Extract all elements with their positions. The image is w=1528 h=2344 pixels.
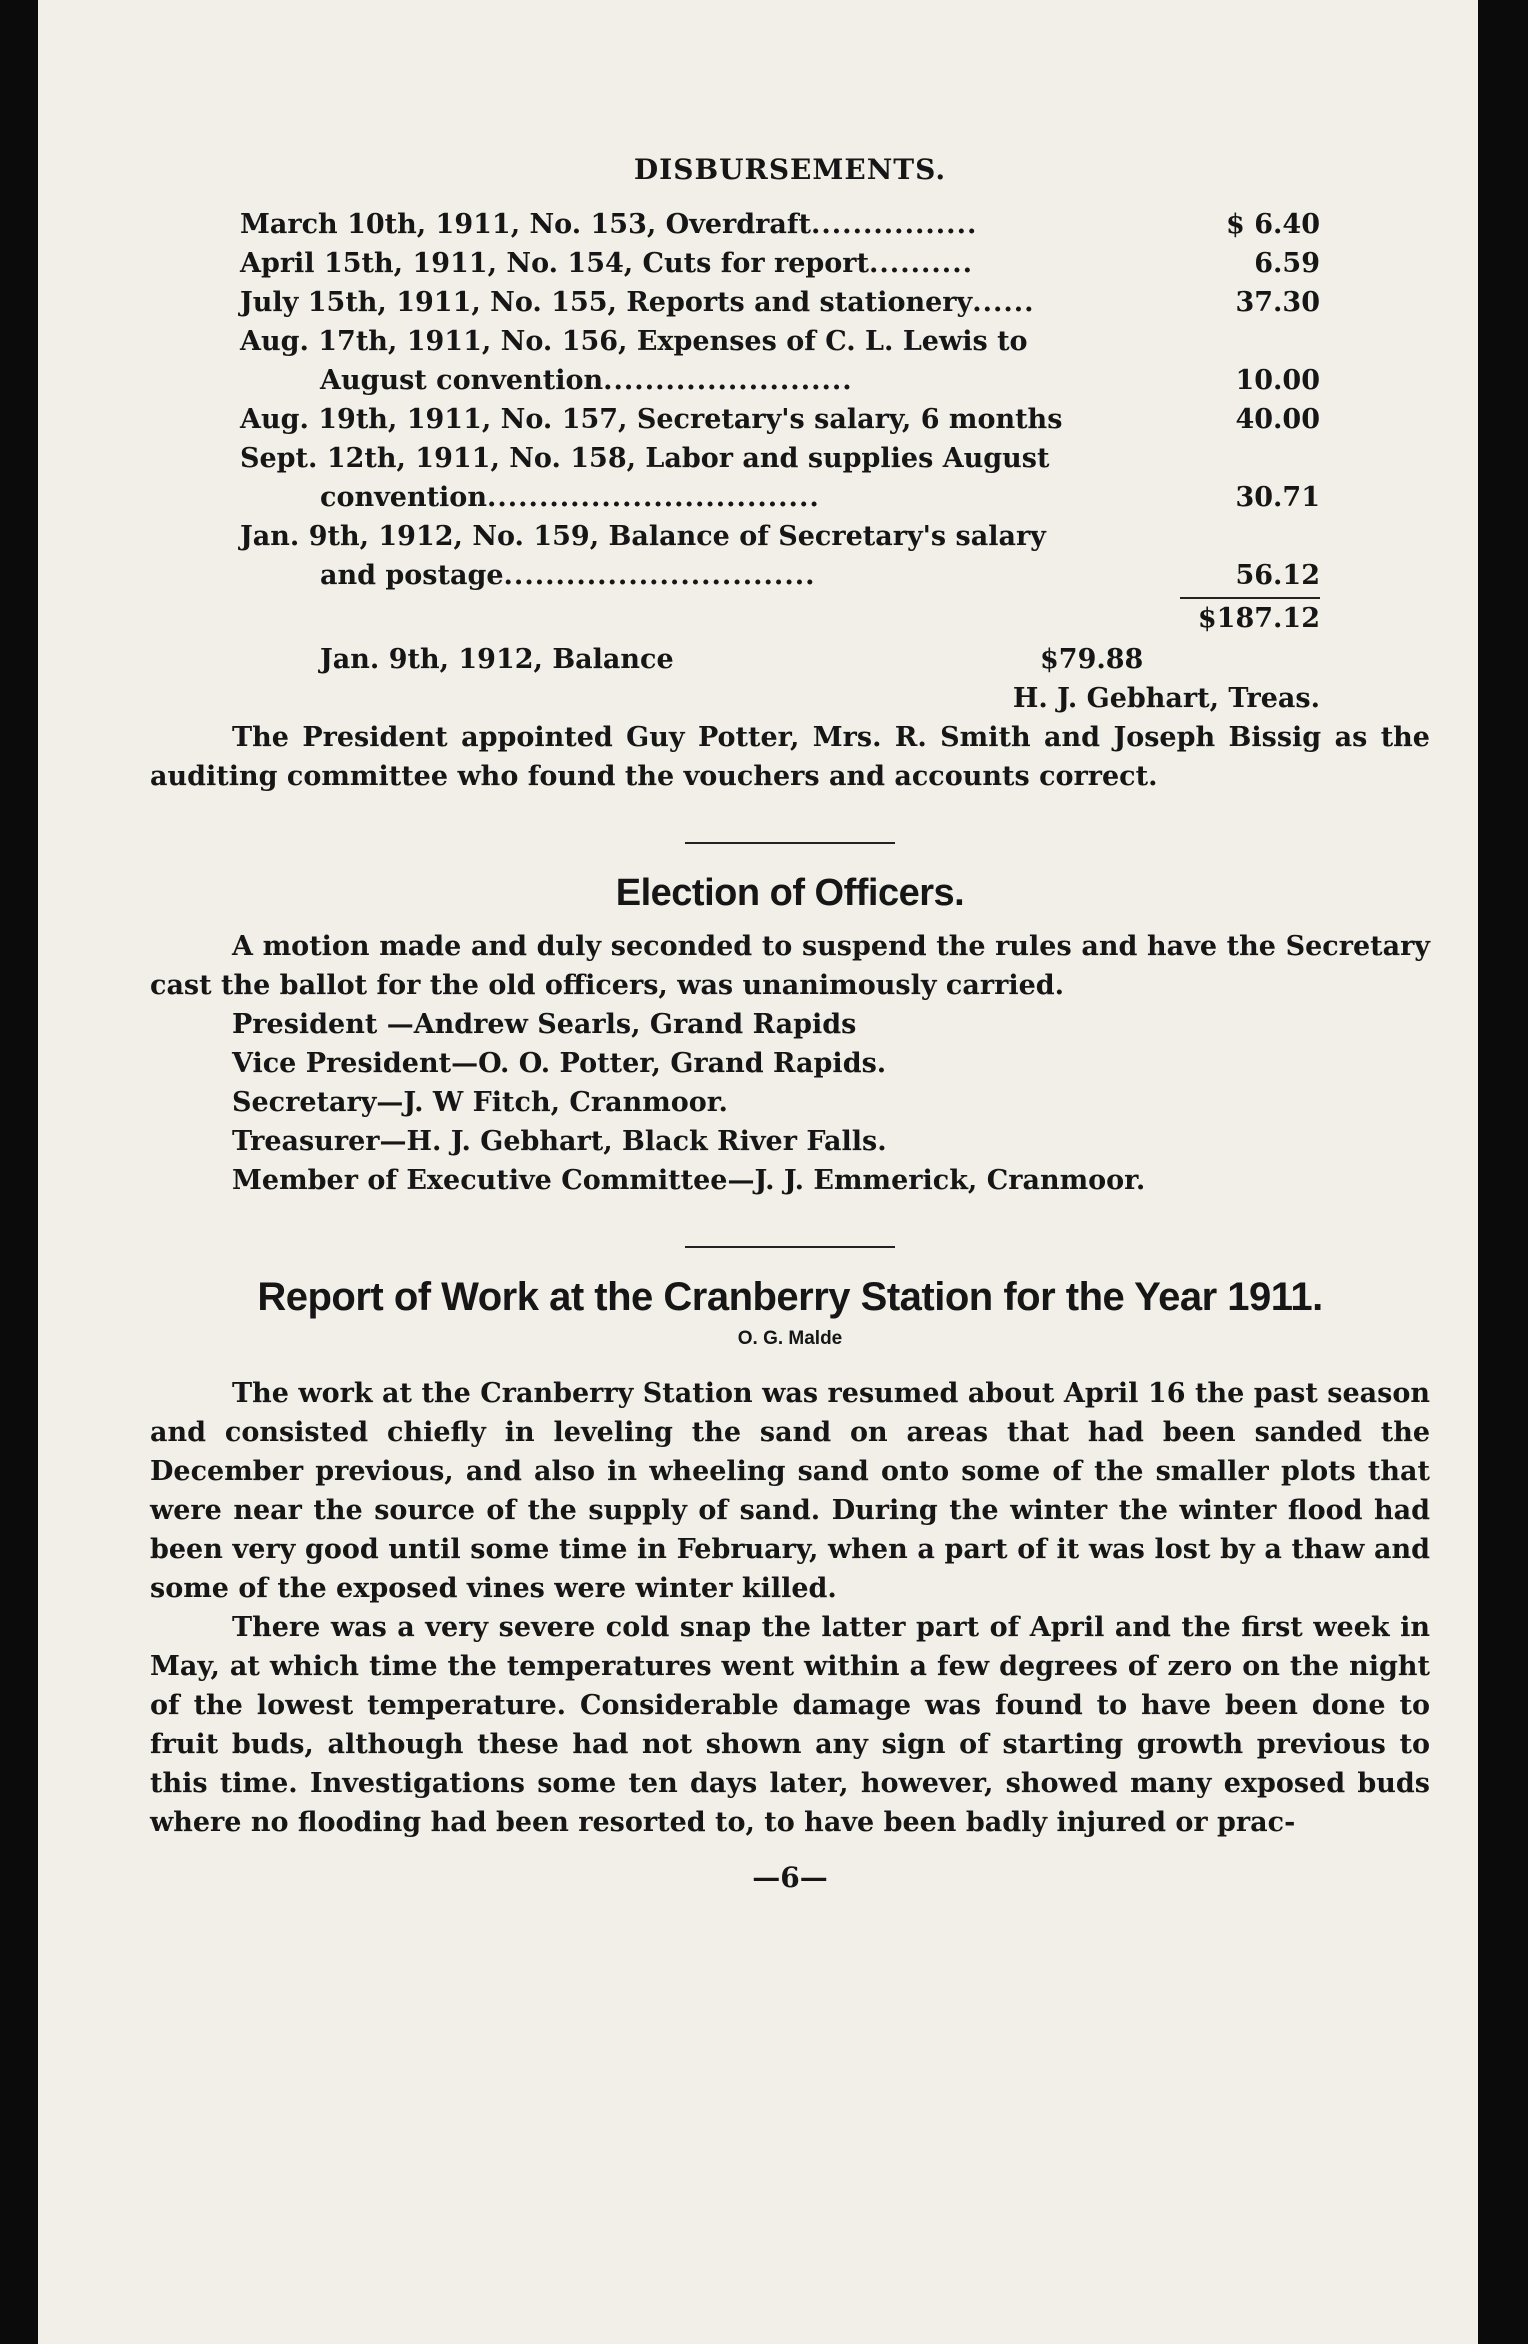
report-author: O. G. Malde bbox=[737, 1328, 843, 1349]
auditing-paragraph: The President appointed Guy Potter, Mrs. R. Smith and Joseph Bissig as the auditing committee who found the vouchers and accounts correct. bbox=[150, 722, 1430, 792]
ledger-desc: Aug. 19th, 1911, No. 157, Secretary's salary, 6 months bbox=[240, 404, 1063, 435]
ledger-row bbox=[240, 244, 1320, 283]
officer-line: Treasurer—H. J. Gebhart, Black River Falls. bbox=[232, 1126, 887, 1157]
ledger-desc: August convention bbox=[320, 365, 604, 396]
ledger-amount: 40.00 bbox=[1235, 404, 1320, 435]
ledger-desc: Aug. 17th, 1911, No. 156, Expenses of C. L. Lewis to bbox=[240, 326, 1028, 357]
ledger-amount: $ 6.40 bbox=[1226, 209, 1320, 240]
balance-row bbox=[320, 640, 1430, 679]
ledger-row bbox=[240, 439, 1320, 478]
balance-label: Jan. 9th, 1912, Balance bbox=[320, 644, 674, 675]
ledger-desc: Sept. 12th, 1911, No. 158, Labor and supplies August bbox=[240, 443, 1050, 474]
balance-amount: $79.88 bbox=[1040, 644, 1144, 675]
ledger-desc: March 10th, 1911, No. 153, Overdraft bbox=[240, 209, 811, 240]
ledger-leader: .......... bbox=[869, 248, 973, 279]
ledger-desc: April 15th, 1911, No. 154, Cuts for report bbox=[240, 248, 869, 279]
ledger-leader: ................ bbox=[810, 209, 978, 240]
ledger-row bbox=[240, 205, 1320, 244]
disbursements-ledger bbox=[240, 205, 1320, 638]
scanned-page bbox=[38, 0, 1498, 2344]
officer-line: President —Andrew Searls, Grand Rapids bbox=[232, 1009, 857, 1040]
ledger-amount: 10.00 bbox=[1235, 365, 1320, 396]
officers-list bbox=[232, 1005, 1430, 1200]
section-divider bbox=[685, 842, 895, 844]
ledger-row bbox=[240, 478, 1320, 517]
ledger-leader: ........................ bbox=[603, 365, 853, 396]
ledger-amount: 37.30 bbox=[1235, 287, 1320, 318]
ledger-desc: and postage bbox=[320, 560, 504, 591]
election-paragraph: A motion made and duly seconded to suspend the rules and have the Secretary cast the ballot for the old officers, was unanimously carried. bbox=[150, 931, 1430, 1001]
report-paragraph: There was a very severe cold snap the latter part of April and the first week in May, at which time the temperatures went within a few degrees of zero on the night of the lowest temperature. Considerable damage was found to have been done to fruit buds, although these had not shown any sign of starting growth previous to this time. Investigations some ten days later, however, showed many exposed buds where no flooding had been resorted to, to have been badly injured or prac- bbox=[150, 1612, 1430, 1838]
ledger-desc: July 15th, 1911, No. 155, Reports and stationery bbox=[240, 287, 973, 318]
officer-line: Secretary—J. W Fitch, Cranmoor. bbox=[232, 1087, 728, 1118]
ledger-amount: 30.71 bbox=[1235, 482, 1320, 513]
ledger-row bbox=[240, 322, 1320, 361]
officer-line: Vice President—O. O. Potter, Grand Rapids. bbox=[232, 1048, 887, 1079]
section-divider bbox=[685, 1246, 895, 1248]
page-number: —6— bbox=[752, 1861, 828, 1894]
disbursements-heading: DISBURSEMENTS. bbox=[633, 153, 947, 186]
ledger-leader: ................................ bbox=[486, 482, 820, 513]
election-title: Election of Officers. bbox=[615, 872, 965, 914]
ledger-row bbox=[240, 400, 1320, 439]
ledger-row bbox=[240, 556, 1320, 595]
ledger-row bbox=[240, 283, 1320, 322]
ledger-total: $187.12 bbox=[1180, 597, 1320, 638]
report-title: Report of Work at the Cranberry Station for the Year 1911. bbox=[257, 1275, 1323, 1319]
ledger-leader: .............................. bbox=[503, 560, 816, 591]
ledger-desc: convention bbox=[320, 482, 487, 513]
ledger-desc: Jan. 9th, 1912, No. 159, Balance of Secretary's salary bbox=[240, 521, 1046, 552]
treasurer-signature: H. J. Gebhart, Treas. bbox=[1012, 683, 1320, 714]
ledger-amount: 56.12 bbox=[1235, 560, 1320, 591]
page-content bbox=[150, 150, 1430, 1897]
ledger-row bbox=[240, 361, 1320, 400]
ledger-amount: 6.59 bbox=[1254, 248, 1320, 279]
report-paragraph: The work at the Cranberry Station was resumed about April 16 the past season and consisted chiefly in leveling the sand on areas that had been sanded the December previous, and also in wheeling sand onto some of the smaller plots that were near the source of the supply of sand. During the winter the winter flood had been very good until some time in February, when a part of it was lost by a thaw and some of the exposed vines were winter killed. bbox=[150, 1378, 1430, 1604]
ledger-total-row bbox=[240, 595, 1320, 638]
ledger-row bbox=[240, 517, 1320, 556]
scan-edge bbox=[1478, 0, 1528, 2344]
officer-line: Member of Executive Committee—J. J. Emmerick, Cranmoor. bbox=[232, 1165, 1146, 1196]
ledger-leader: ...... bbox=[972, 287, 1035, 318]
